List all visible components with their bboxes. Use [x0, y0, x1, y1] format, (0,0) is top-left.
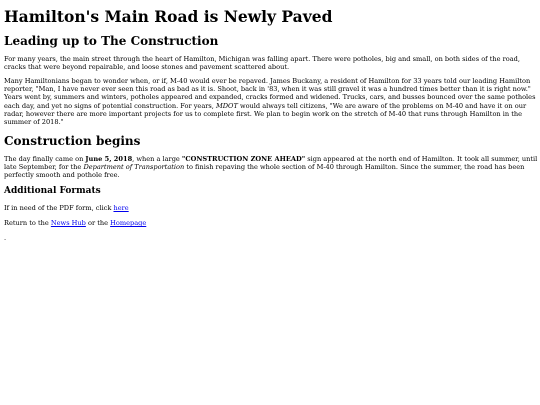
section-heading-additional-formats: Additional Formats: [4, 186, 101, 196]
construction-sign-text: "CONSTRUCTION ZONE AHEAD": [181, 155, 306, 163]
quote-text-part-2: would always tell citizens, "We are aware of the problems on M-40 and have it on our radar, however there are more important projects for us to complete first. We plan to begin work on the stretch of M-40 that runs through Hamilton in the summer of 2018.": [4, 101, 527, 127]
construction-paragraph: [4, 155, 540, 180]
quote-text-part-1: Many Hamiltonians began to wonder when, or if, M-40 would ever be repaved. James Buckany, a resident of Hamilton for 33 years told our leading Hamilton reporter, "Man, I have never ever seen this road as bad as it is. Shoot, back in '83, when it was still gravel it was a hundred times better than it is right now." Years went by, summers and winters, potholes appeared and expanded, cracks formed and widened. Trucks, cars, and busses bounced over the same potholes each day, and yet no signs of potential construction. For years,: [4, 77, 536, 110]
return-text: Return to the: [4, 219, 51, 227]
construction-text-c: sign appeared at the north end of Hamilton. It took all summer, until late September, for the: [4, 155, 538, 172]
pdf-text: If in need of the PDF form, click: [4, 204, 114, 212]
intro-paragraph: For many years, the main street through the heart of Hamilton, Michigan was falling apart. There were potholes, big and small, on both sides of the road, cracks that were beyond repairable, and loose stones and pavement scattered about.: [4, 55, 520, 72]
section-heading-construction-begins: Construction begins: [4, 134, 141, 148]
start-date: June 5, 2018: [85, 155, 133, 163]
return-paragraph: [4, 219, 540, 227]
construction-text-d: to finish repaving the whole section of M-40 through Hamilton. Since the summer, the road has been perfectly smooth and pothole free.: [4, 163, 525, 180]
section-heading-leading-up: Leading up to The Construction: [4, 34, 219, 48]
resident-quote-paragraph: [4, 77, 540, 126]
construction-text-b: , when a large: [132, 155, 182, 163]
pdf-link[interactable]: here: [113, 204, 129, 212]
pdf-paragraph: [4, 204, 540, 212]
trailing-dot: .: [4, 234, 7, 242]
or-text: or the: [85, 219, 111, 227]
page-title: Hamilton's Main Road is Newly Paved: [4, 7, 333, 26]
homepage-link[interactable]: Homepage: [110, 219, 147, 227]
department-name: Department of Transportation: [83, 163, 185, 172]
news-hub-link[interactable]: News Hub: [50, 219, 86, 227]
mdot-italic: MDOT: [216, 101, 238, 110]
construction-text-a: The day finally came on: [4, 155, 86, 163]
